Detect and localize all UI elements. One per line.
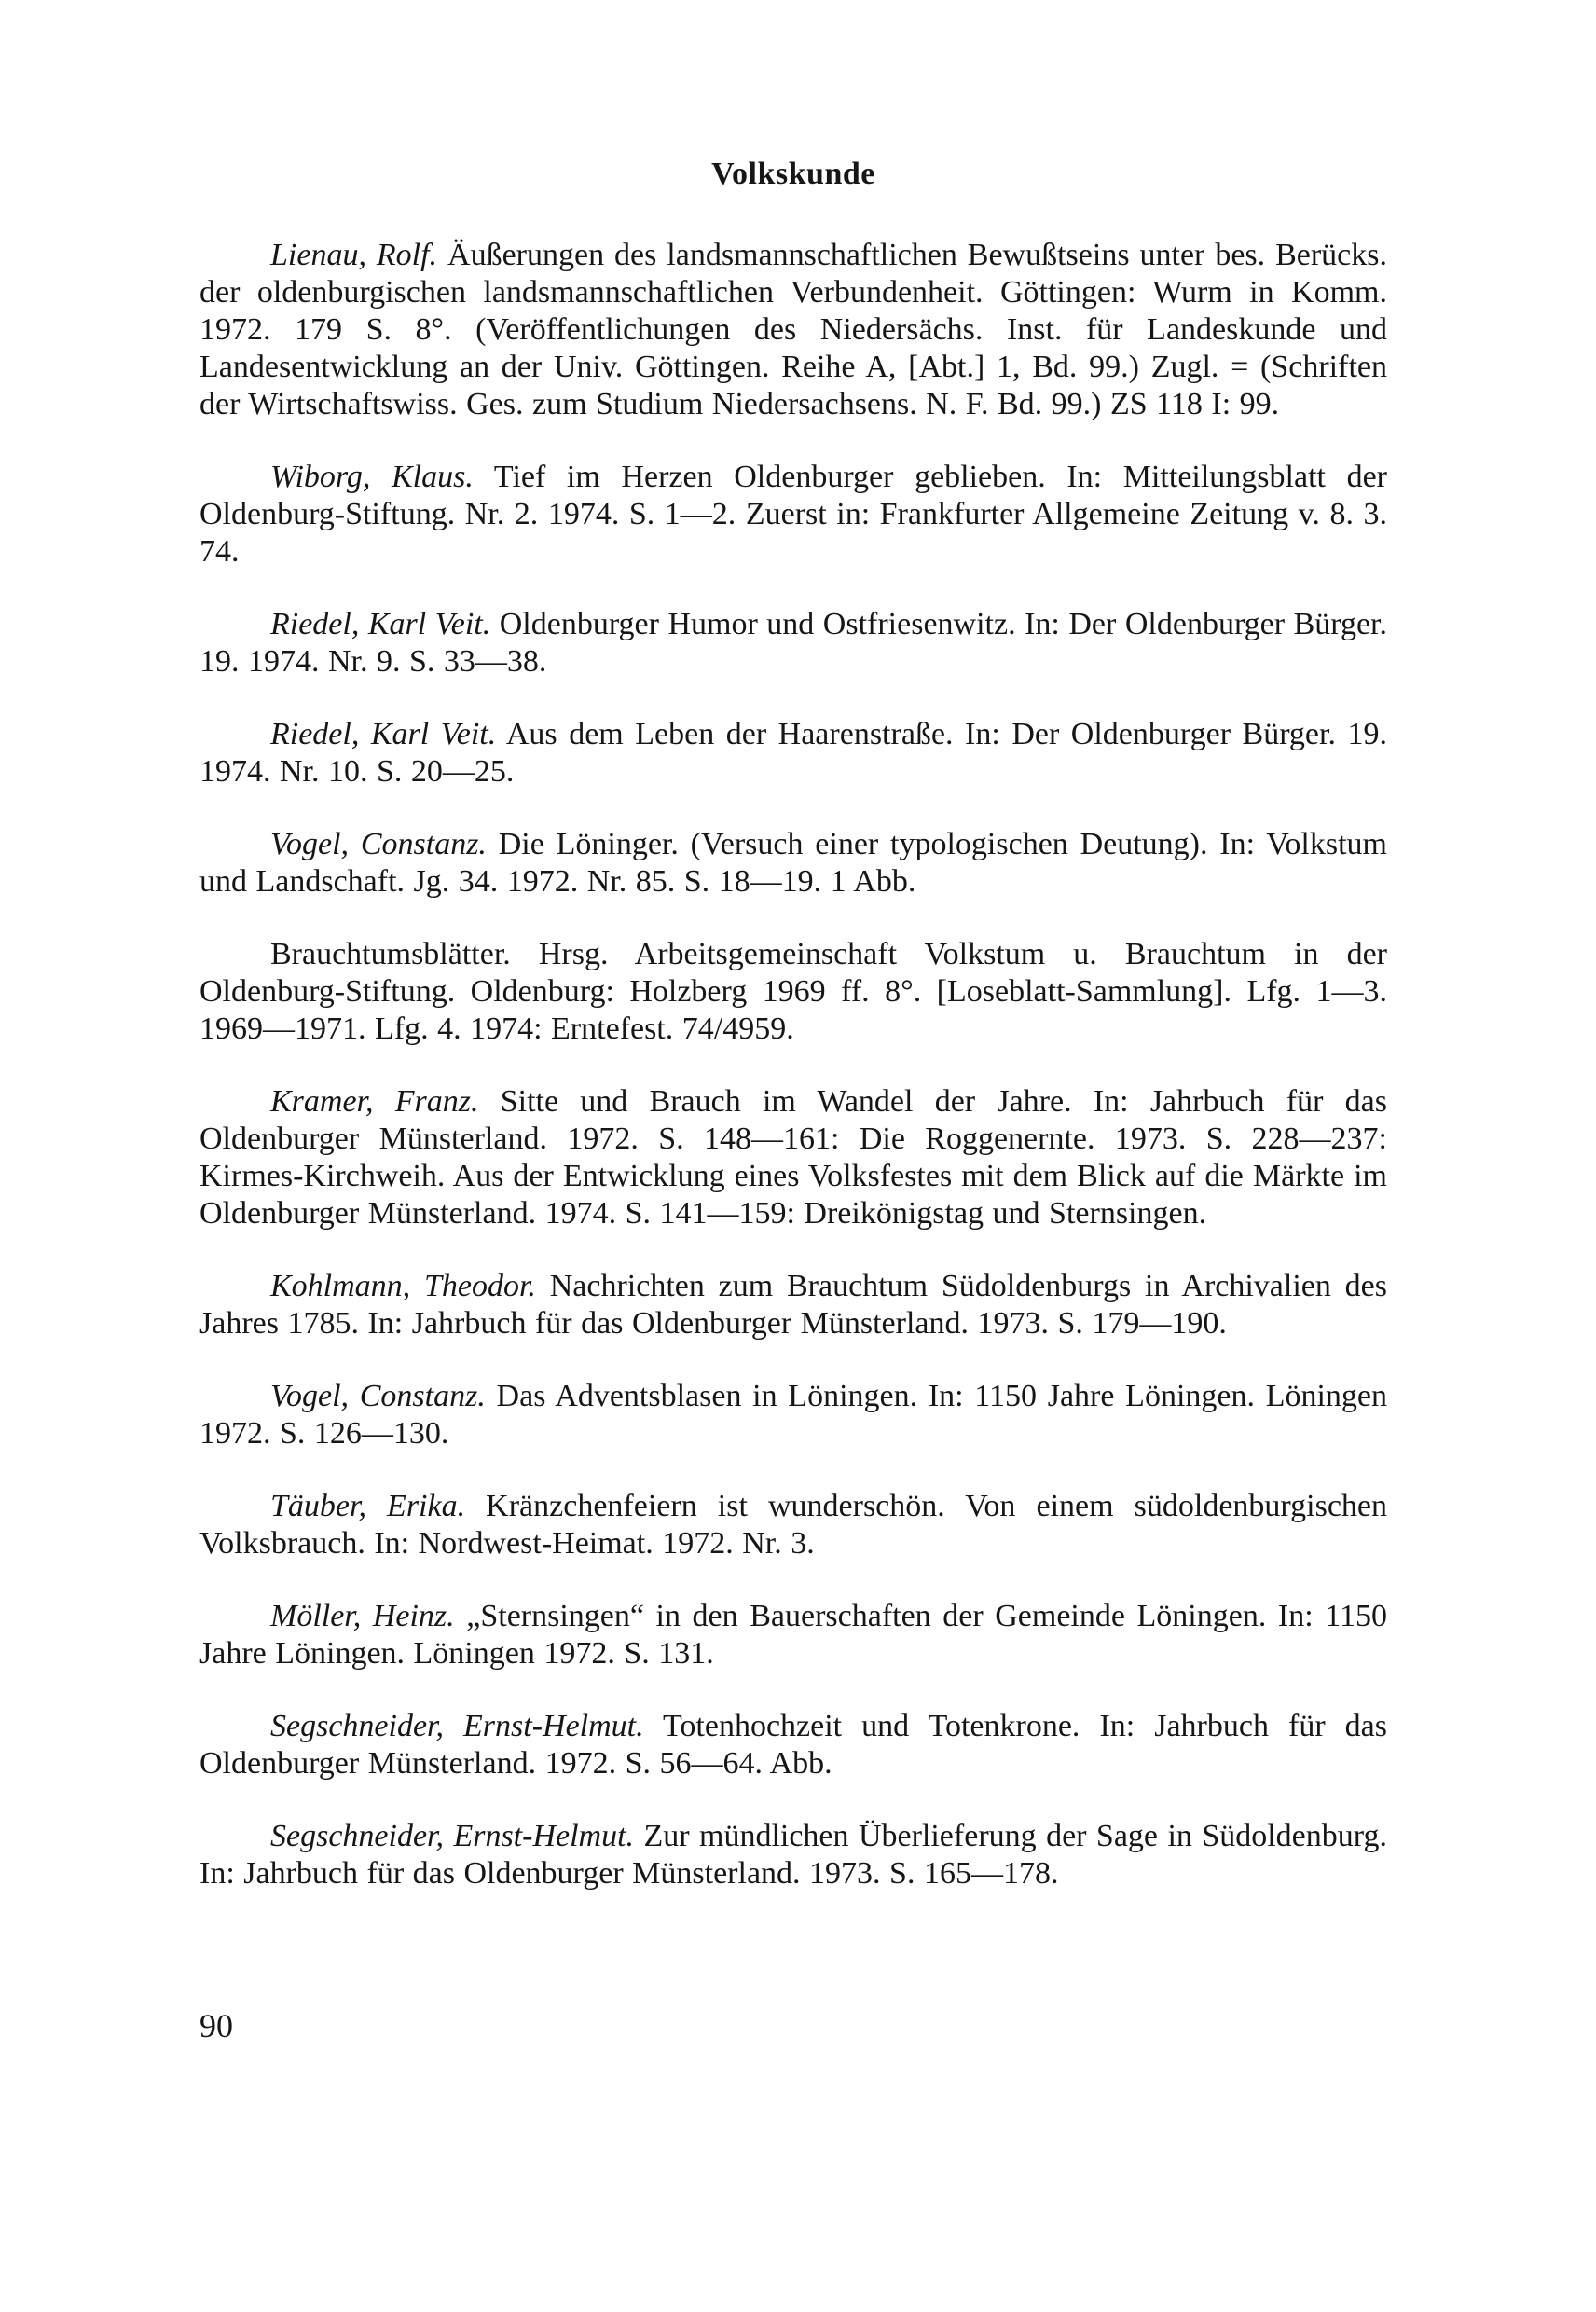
entry-author: Kohlmann, Theodor. bbox=[270, 1269, 536, 1303]
entry-author: Riedel, Karl Veit. bbox=[270, 717, 497, 751]
entry-text: Die Löninger. (Versuch einer typologischen Deutung). In: Volkstum und Landschaft. Jg. 34. 1972. Nr. 85. S. 18—19. 1 Abb. bbox=[200, 827, 1387, 899]
entry-author: Vogel, Constanz. bbox=[270, 1379, 486, 1413]
bibliography-entry bbox=[200, 716, 1387, 791]
entry-text: Nachrichten zum Brauchtum Südoldenburgs in Archivalien des Jahres 1785. In: Jahrbuch für das Oldenburger Münsterland. 1973. S. 179—190. bbox=[200, 1269, 1387, 1341]
entry-author: Riedel, Karl Veit. bbox=[270, 607, 491, 641]
entry-text: „Sternsingen“ in den Bauerschaften der Gemeinde Löningen. In: 1150 Jahre Löningen. Löningen 1972. S. 131. bbox=[200, 1599, 1388, 1671]
bibliography-entry bbox=[200, 237, 1387, 423]
entry-author: Wiborg, Klaus. bbox=[270, 460, 474, 494]
entry-text: Tief im Herzen Oldenburger geblieben. In: Mitteilungsblatt der Oldenburg-Stiftung. Nr. 2. 1974. S. 1—2. Zuerst in: Frankfurter Allgemeine Zeitung v. 8. 3. 74. bbox=[200, 460, 1388, 569]
entry-author: Vogel, Constanz. bbox=[270, 827, 487, 861]
bibliography-entry bbox=[200, 1598, 1387, 1672]
bibliography-entry bbox=[200, 936, 1387, 1048]
entry-text: Oldenburger Humor und Ostfriesenwitz. In: Der Oldenburger Bürger. 19. 1974. Nr. 9. S. 33—38. bbox=[200, 607, 1387, 679]
section-heading: Volkskunde bbox=[711, 157, 875, 191]
entry-list bbox=[200, 237, 1387, 1892]
entry-text: Zur mündlichen Überlieferung der Sage in Südoldenburg. In: Jahrbuch für das Oldenburger Münsterland. 1973. S. 165—178. bbox=[200, 1819, 1387, 1891]
entry-text: Kränzchenfeiern ist wunderschön. Von einem südoldenburgischen Volksbrauch. In: Nordwest-Heimat. 1972. Nr. 3. bbox=[200, 1489, 1387, 1561]
entry-text: Sitte und Brauch im Wandel der Jahre. In: Jahrbuch für das Oldenburger Münsterland. 1972. S. 148—161: Die Roggenernte. 1973. S. 228—237: Kirmes-Kirchweih. Aus der Entwicklung eines Volksfestes mit dem Blick auf die Märkte im Oldenburger Münsterland. 1974. S. 141—159: Dreikönigstag und Sternsingen. bbox=[200, 1084, 1387, 1231]
page-number: 90 bbox=[200, 2007, 233, 2044]
entry-text: Äußerungen des landsmannschaftlichen Bewußtseins unter bes. Berücks. der oldenburgischen landsmannschaftlichen Verbundenheit. Göttingen: Wurm in Komm. 1972. 179 S. 8°. (Veröffentlichungen des Niedersächs. Inst. für Landeskunde und Landesentwicklung an der Univ. Göttingen. Reihe A, [Abt.] 1, Bd. 99.) Zugl. = (Schriften der Wirtschaftswiss. Ges. zum Studium Niedersachsens. N. F. Bd. 99.) ZS 118 I: 99. bbox=[200, 238, 1387, 421]
entry-text: Brauchtumsblätter. Hrsg. Arbeitsgemeinschaft Volkstum u. Brauchtum in der Oldenburg-Stiftung. Oldenburg: Holzberg 1969 ff. 8°. [Loseblatt-Sammlung]. Lfg. 1—3. 1969—1971. Lfg. 4. 1974: Erntefest. 74/4959. bbox=[200, 937, 1387, 1046]
entry-author: Lienau, Rolf. bbox=[270, 238, 438, 272]
entry-author: Segschneider, Ernst-Helmut. bbox=[270, 1819, 635, 1853]
bibliography-entry bbox=[200, 1488, 1387, 1562]
bibliography-entry bbox=[200, 1818, 1387, 1892]
bibliography-entry bbox=[200, 1268, 1387, 1342]
bibliography-page bbox=[200, 157, 1387, 1928]
bibliography-entry bbox=[200, 606, 1387, 681]
entry-text: Totenhochzeit und Totenkrone. In: Jahrbuch für das Oldenburger Münsterland. 1972. S. 56—64. Abb. bbox=[200, 1709, 1387, 1781]
bibliography-entry bbox=[200, 1708, 1387, 1782]
bibliography-entry bbox=[200, 1083, 1387, 1232]
entry-text: Aus dem Leben der Haarenstraße. In: Der Oldenburger Bürger. 19. 1974. Nr. 10. S. 20—25. bbox=[200, 717, 1387, 789]
bibliography-entry bbox=[200, 459, 1387, 571]
entry-text: Das Adventsblasen in Löningen. In: 1150 Jahre Löningen. Löningen 1972. S. 126—130. bbox=[200, 1379, 1388, 1451]
entry-author: Möller, Heinz. bbox=[270, 1599, 455, 1633]
entry-author: Täuber, Erika. bbox=[270, 1489, 466, 1523]
entry-author: Segschneider, Ernst-Helmut. bbox=[270, 1709, 644, 1743]
bibliography-entry bbox=[200, 826, 1387, 901]
bibliography-entry bbox=[200, 1378, 1387, 1452]
entry-author: Kramer, Franz. bbox=[270, 1084, 479, 1119]
